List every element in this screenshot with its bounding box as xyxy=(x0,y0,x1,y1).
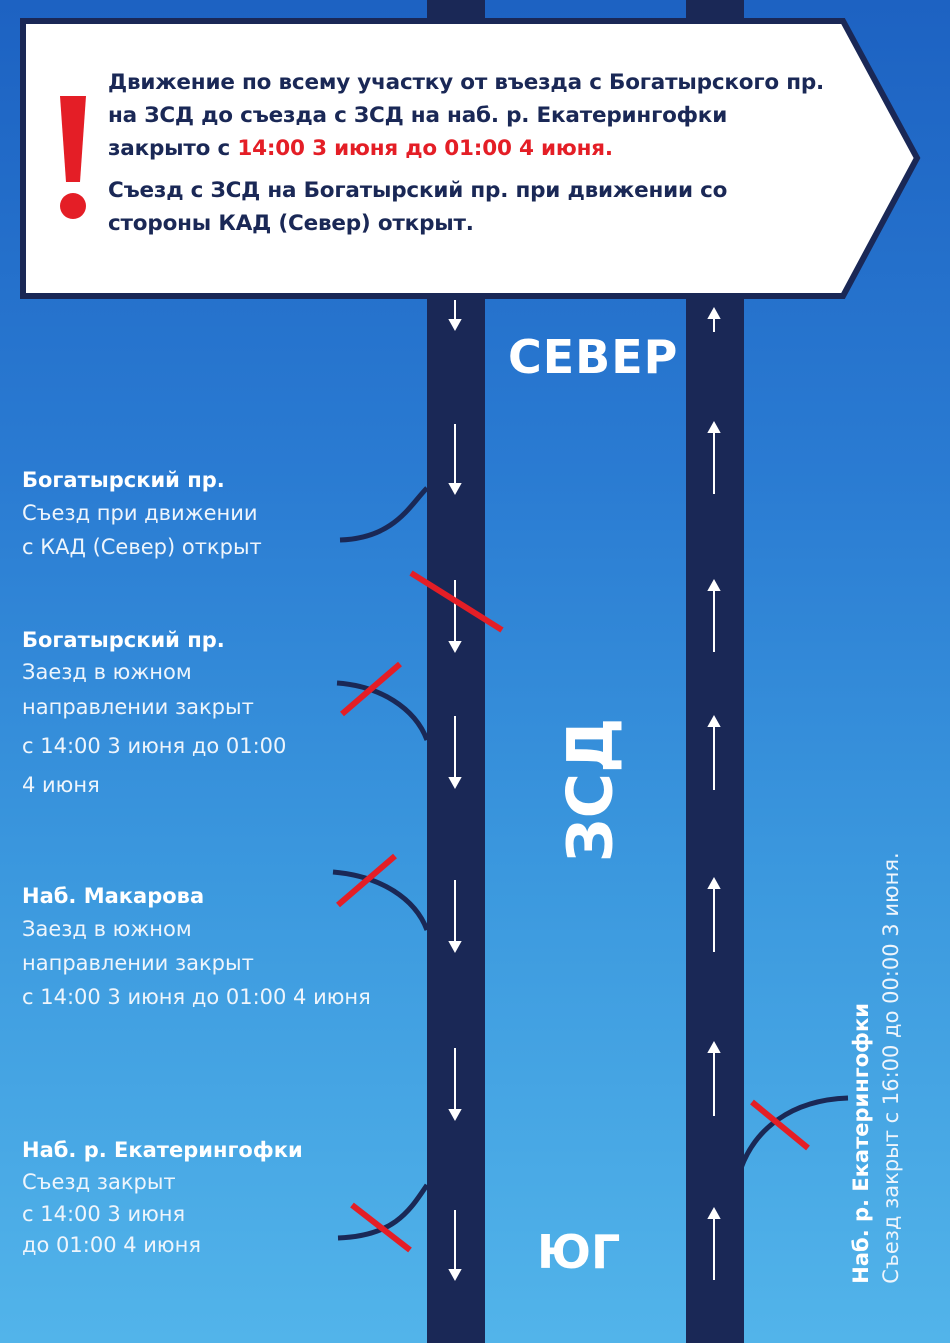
down-arrow-icon xyxy=(450,880,460,951)
down-arrow-icon xyxy=(450,1048,460,1119)
up-arrow-icon xyxy=(709,423,719,494)
up-arrow-icon xyxy=(709,879,719,952)
up-arrow-icon xyxy=(709,581,719,652)
road-name-label: ЗСД xyxy=(553,717,627,863)
point-makarova-entry xyxy=(22,880,371,1014)
closed-mark xyxy=(411,573,502,630)
point-line: 4 июня xyxy=(22,773,100,797)
ramp-bogatyrsky-entry xyxy=(337,683,427,740)
point-line: направлении закрыт xyxy=(22,951,254,975)
right-exit-title: Наб. р. Екатерингофки xyxy=(849,1003,873,1284)
point-line: Съезд закрыт xyxy=(22,1170,176,1194)
point-line: с 14:00 3 июня до 01:00 4 июня xyxy=(22,985,371,1009)
down-arrow-icon xyxy=(450,716,460,787)
closed-mark xyxy=(342,664,400,714)
ramp-bogatyrsky-exit xyxy=(340,488,427,540)
point-line: до 01:00 4 июня xyxy=(22,1233,201,1257)
closure-notice-text: Движение по всему участку от въезда с Богатырского пр. на ЗСД до съезда с ЗСД на наб. р. Екатерингофки закрыто с xyxy=(108,70,825,161)
down-arrow-icon xyxy=(450,580,460,651)
point-ekateringhofka-exit xyxy=(22,1134,303,1261)
closure-time-highlight: 14:00 3 июня до 01:00 4 июня. xyxy=(237,136,613,161)
up-arrow-icon xyxy=(709,1209,719,1280)
up-arrow-icon xyxy=(709,309,719,332)
closure-notice xyxy=(108,66,828,165)
point-line: с 14:00 3 июня xyxy=(22,1202,186,1226)
right-exit-line: Съезд закрыт с 16:00 до 00:00 3 июня. xyxy=(879,852,903,1284)
down-arrow-icon xyxy=(450,424,460,493)
up-arrow-icon xyxy=(709,717,719,790)
down-arrow-icon xyxy=(450,1210,460,1279)
up-arrow-icon xyxy=(709,1043,719,1116)
point-line: Съезд при движении xyxy=(22,501,258,525)
point-line: Заезд в южном xyxy=(22,660,192,684)
point-title: Богатырский пр. xyxy=(22,628,225,652)
point-title: Богатырский пр. xyxy=(22,468,225,492)
exclamation-icon xyxy=(58,92,88,222)
point-line: направлении закрыт xyxy=(22,695,254,719)
point-bogatyrsky-entry xyxy=(22,624,286,804)
point-line: с 14:00 3 июня до 01:00 xyxy=(22,734,287,758)
point-bogatyrsky-exit xyxy=(22,464,262,564)
closed-mark xyxy=(352,1205,410,1250)
point-title: Наб. р. Екатерингофки xyxy=(22,1138,303,1162)
point-title: Наб. Макарова xyxy=(22,884,205,908)
right-exit-note xyxy=(846,852,906,1283)
direction-north-label: СЕВЕР xyxy=(508,330,679,384)
direction-south-label: ЮГ xyxy=(537,1225,621,1279)
point-line: с КАД (Север) открыт xyxy=(22,535,262,559)
point-line: Заезд в южном xyxy=(22,917,192,941)
exit-open-notice: Съезд с ЗСД на Богатырский пр. при движении со стороны КАД (Север) открыт. xyxy=(108,178,728,236)
